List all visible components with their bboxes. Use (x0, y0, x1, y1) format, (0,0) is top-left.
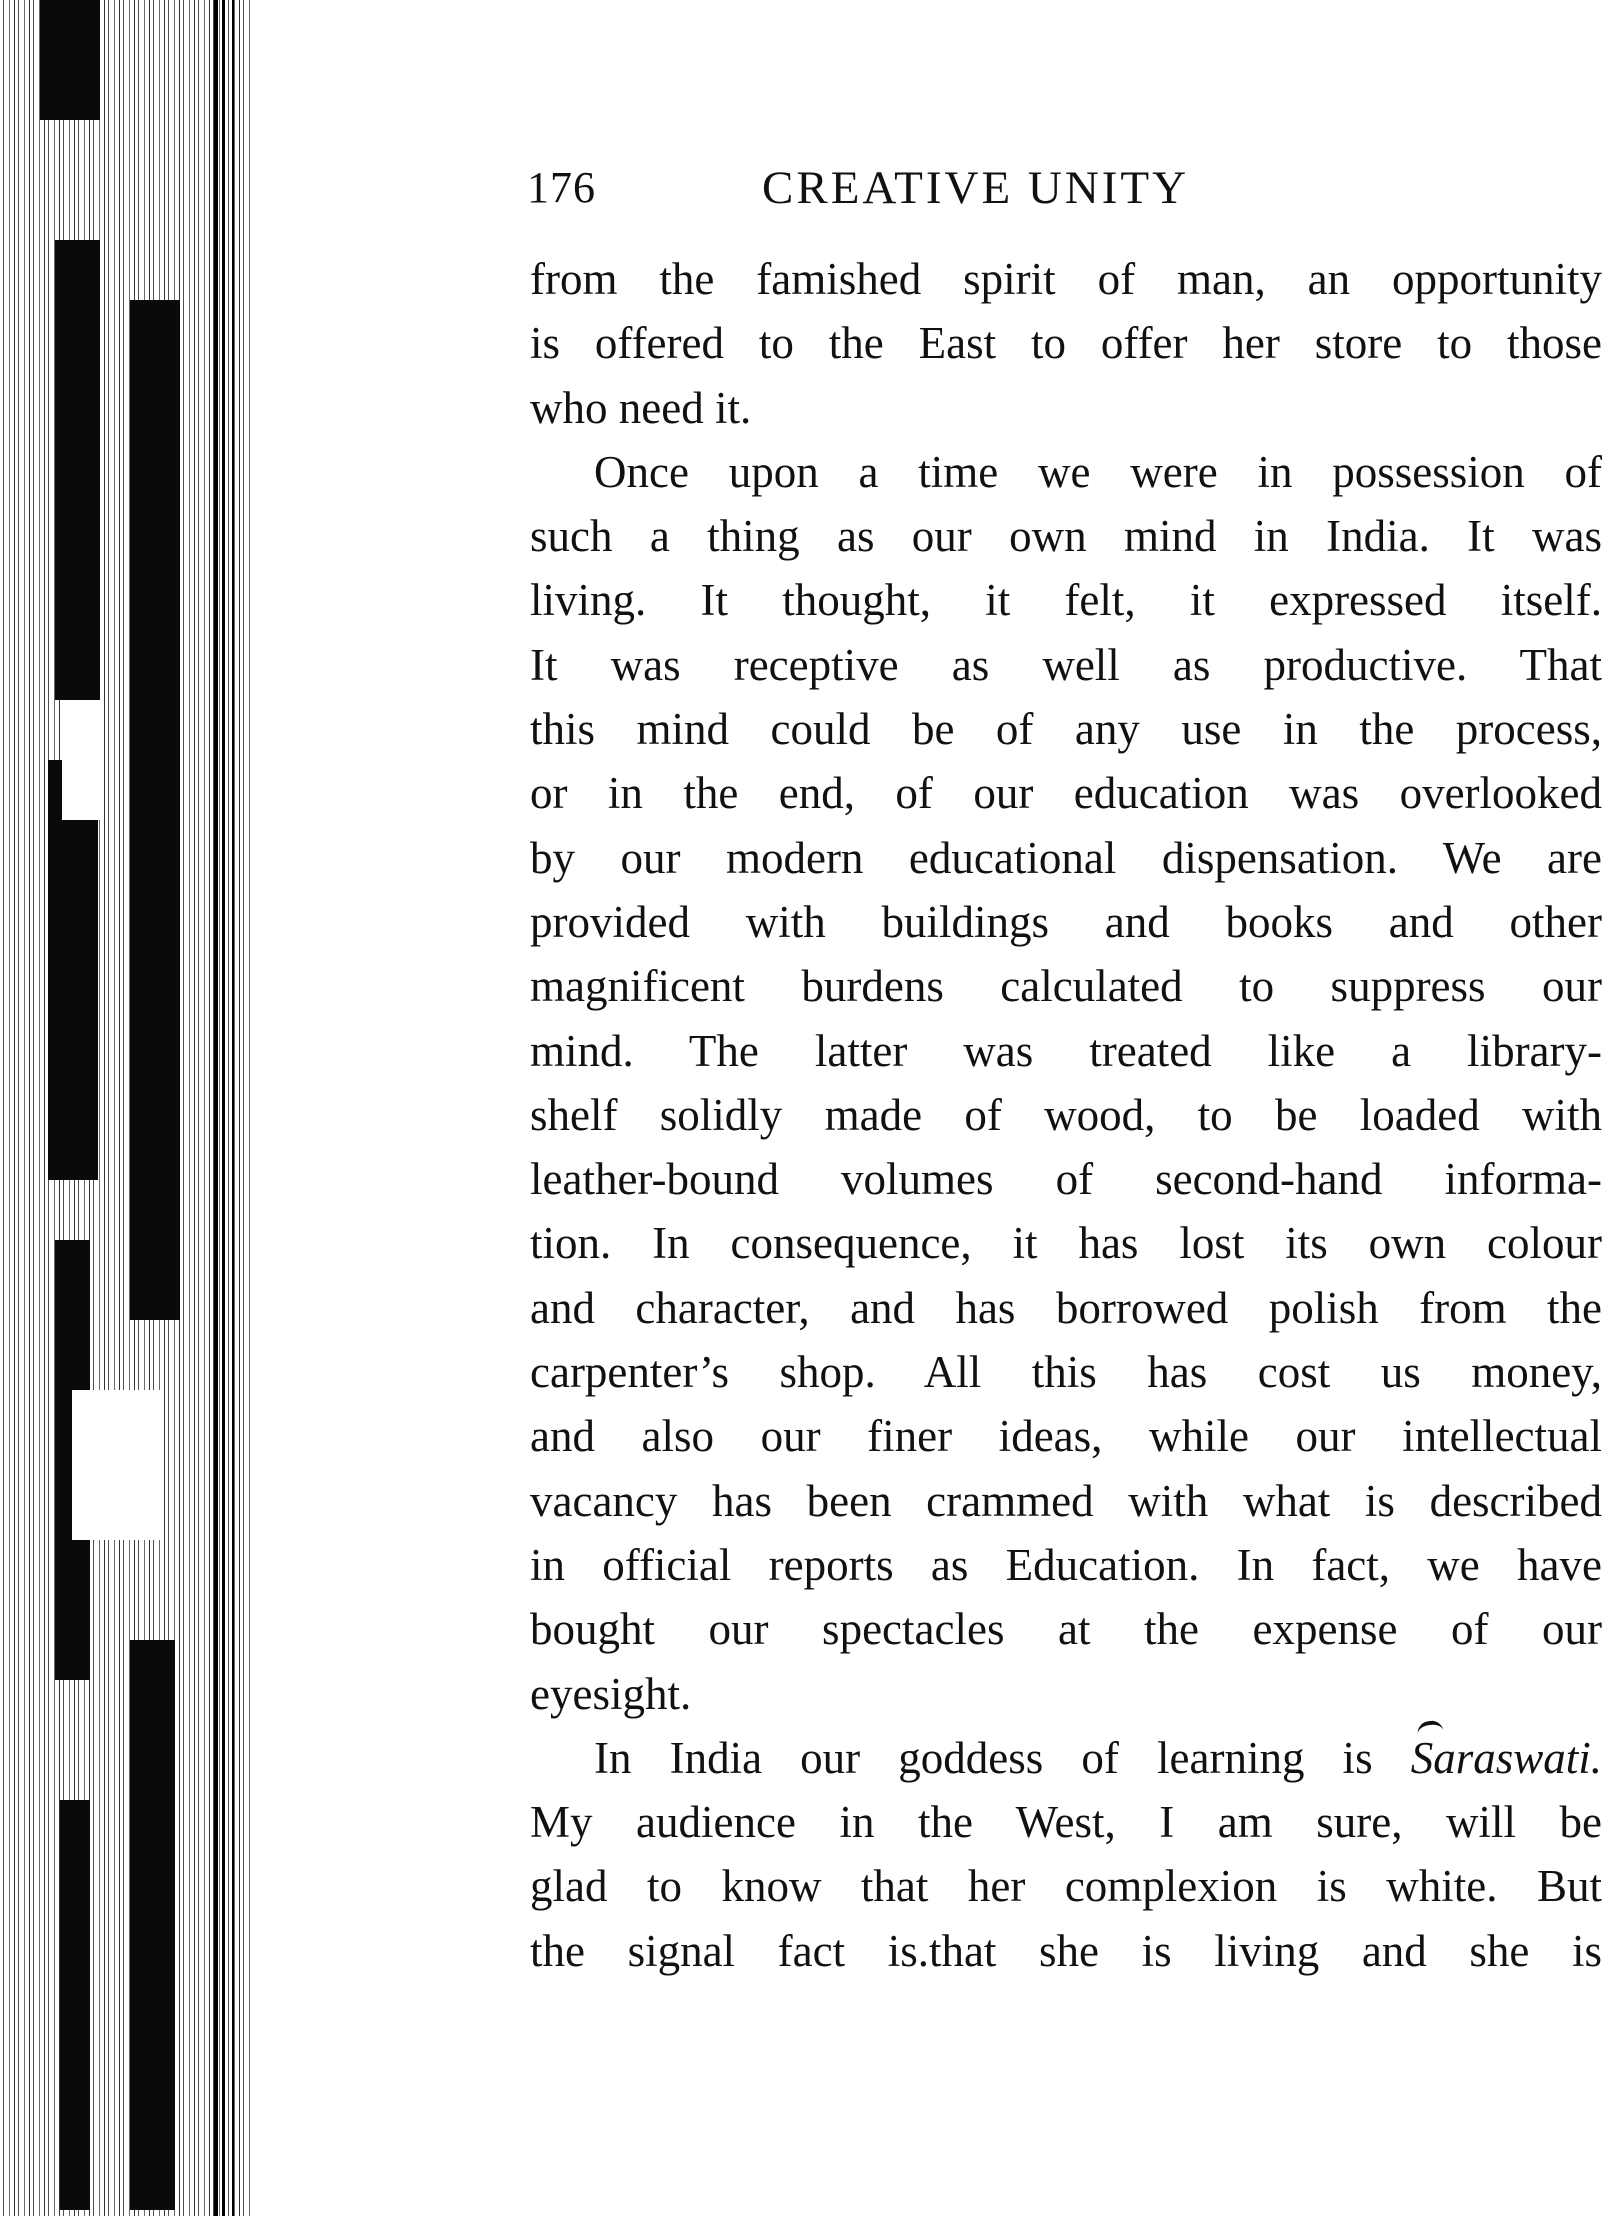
text-line: shelf solidly made of wood, to be loaded with (530, 1089, 1602, 1140)
gutter-edge-line (232, 0, 234, 2216)
text-line: bought our spectacles at the expense of our (530, 1604, 1602, 1655)
text-line: eyesight. (530, 1668, 692, 1719)
text-line: in official reports as Education. In fact, we have (530, 1539, 1602, 1590)
text-line: and character, and has borrowed polish from the (530, 1282, 1602, 1333)
text-line: It was receptive as well as productive. That (530, 639, 1602, 690)
text-line-with-italic (530, 1726, 1602, 1790)
text-line: by our modern educational dispensation. We are (530, 832, 1602, 883)
text-segment: In India our goddess of learning is (594, 1732, 1411, 1783)
text-line: is offered to the East to offer her store to those (530, 318, 1602, 369)
gutter-edge-line (214, 0, 218, 2216)
text-line: and also our finer ideas, while our intellectual (530, 1411, 1602, 1462)
italic-word: Saraswati. (1410, 1732, 1602, 1783)
text-line: or in the end, of our education was overlooked (530, 768, 1602, 819)
page-header (527, 158, 1607, 218)
text-line: living. It thought, it felt, it expressed itself. (530, 575, 1602, 626)
gutter-dark-band (130, 1640, 175, 2210)
text-line: such a thing as our own mind in India. It was (530, 511, 1602, 562)
gutter-dark-band (40, 0, 100, 120)
text-line: this mind could be of any use in the process, (530, 704, 1602, 755)
text-line: glad to know that her complexion is white. But (530, 1861, 1602, 1912)
gutter-light-gap (62, 700, 100, 820)
text-line: magnificent burdens calculated to suppress our (530, 961, 1602, 1012)
gutter-stripes (0, 0, 250, 2216)
gutter-dark-band (55, 240, 100, 700)
running-head: CREATIVE UNITY (762, 162, 1190, 214)
text-line: leather-bound volumes of second-hand informa- (530, 1154, 1602, 1205)
page-number: 176 (527, 163, 596, 212)
gutter-dark-band (130, 300, 180, 1320)
text-line: My audience in the West, I am sure, will be (530, 1797, 1602, 1848)
text-line: mind. The latter was treated like a library- (530, 1025, 1602, 1076)
text-line: from the famished spirit of man, an opportunity (530, 254, 1602, 304)
book-binding-gutter (0, 0, 250, 2216)
text-line: provided with buildings and books and other (530, 896, 1602, 947)
text-line: vacancy has been crammed with what is described (530, 1475, 1602, 1526)
text-line: carpenter’s shop. All this has cost us money, (530, 1347, 1602, 1398)
gutter-dark-band (60, 1800, 90, 2210)
gutter-edge-line (222, 0, 225, 2216)
gutter-dark-band (48, 760, 98, 1180)
text-line: who need it. (530, 382, 752, 433)
body-text (530, 247, 1602, 1983)
text-line: tion. In consequence, it has lost its own colour (530, 1218, 1602, 1269)
text-line: the signal fact is.that she is living and she is (530, 1925, 1602, 1976)
gutter-light-gap (72, 1390, 162, 1540)
text-line: Once upon a time we were in possession of (594, 446, 1602, 497)
